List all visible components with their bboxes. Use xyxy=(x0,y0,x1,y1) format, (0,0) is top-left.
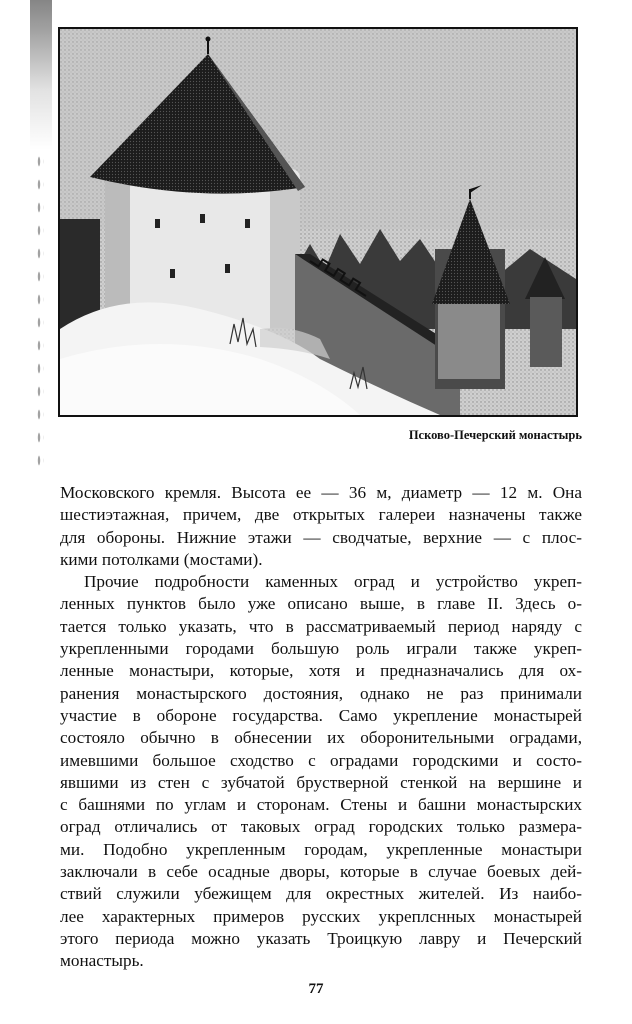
paragraph xyxy=(60,482,582,571)
text-line: явшими из стен с зубчатой брустверной стенкой на вершине и xyxy=(60,772,582,792)
text-line: ранения монастырского достояния, однако не раз принимали xyxy=(60,683,582,703)
text-line: монастырь. xyxy=(60,951,144,971)
photo-caption: Псково-Печерский монастырь xyxy=(408,428,582,442)
page-number: 77 xyxy=(308,981,324,997)
text-line: имевшими большое сходство с оградами городскими и состо- xyxy=(60,750,582,770)
text-line: участие в обороне государства. Само укрепление монастырей xyxy=(60,705,582,725)
text-line: состояло обычно в обнесении их оборонительными оградами, xyxy=(60,728,582,748)
text-line: ствий служили убежищем для окрестных жителей. Из наибо- xyxy=(60,884,582,904)
text-line: этого периода можно указать Троицкую лавру и Печерский xyxy=(60,928,582,948)
paragraph xyxy=(60,571,582,972)
text-line: лее характерных примеров русских укреплснных монастырей xyxy=(60,906,582,926)
text-line: ми. Подобно укрепленным городам, укрепленные монастыри xyxy=(60,839,582,859)
text-line: шестиэтажная, причем, две открытых галереи назначены также xyxy=(60,505,582,525)
text-line: кими потолками (мостами). xyxy=(60,549,263,569)
text-line: укрепленными городами большую роль играли также укреп- xyxy=(60,639,582,659)
scan-edge-smudge xyxy=(30,0,52,150)
body-text xyxy=(60,482,582,973)
monastery-photo xyxy=(58,27,578,417)
text-line: ленные монастыри, которые, хотя и предназначались для ох- xyxy=(60,661,582,681)
text-line: Прочие подробности каменных оград и устройство укреп- xyxy=(84,572,582,592)
text-line: заключали в себе осадные дворы, которые в случае боевых дей- xyxy=(60,862,582,882)
text-line: для обороны. Нижние этажи — сводчатые, верхние — с плос- xyxy=(60,527,582,547)
scan-edge-specks xyxy=(36,150,44,470)
text-line: с башнями по углам и сторонам. Стены и башни монастырских xyxy=(60,795,582,815)
text-line: тается только указать, что в рассматриваемый период наряду с xyxy=(60,616,582,636)
text-line: Московского кремля. Высота ее — 36 м, диаметр — 12 м. Она xyxy=(60,483,582,502)
text-line: оград отличались от таковых оград городских только размера- xyxy=(60,817,582,837)
text-line: ленных пунктов было уже описано выше, в главе II. Здесь о- xyxy=(60,594,582,614)
